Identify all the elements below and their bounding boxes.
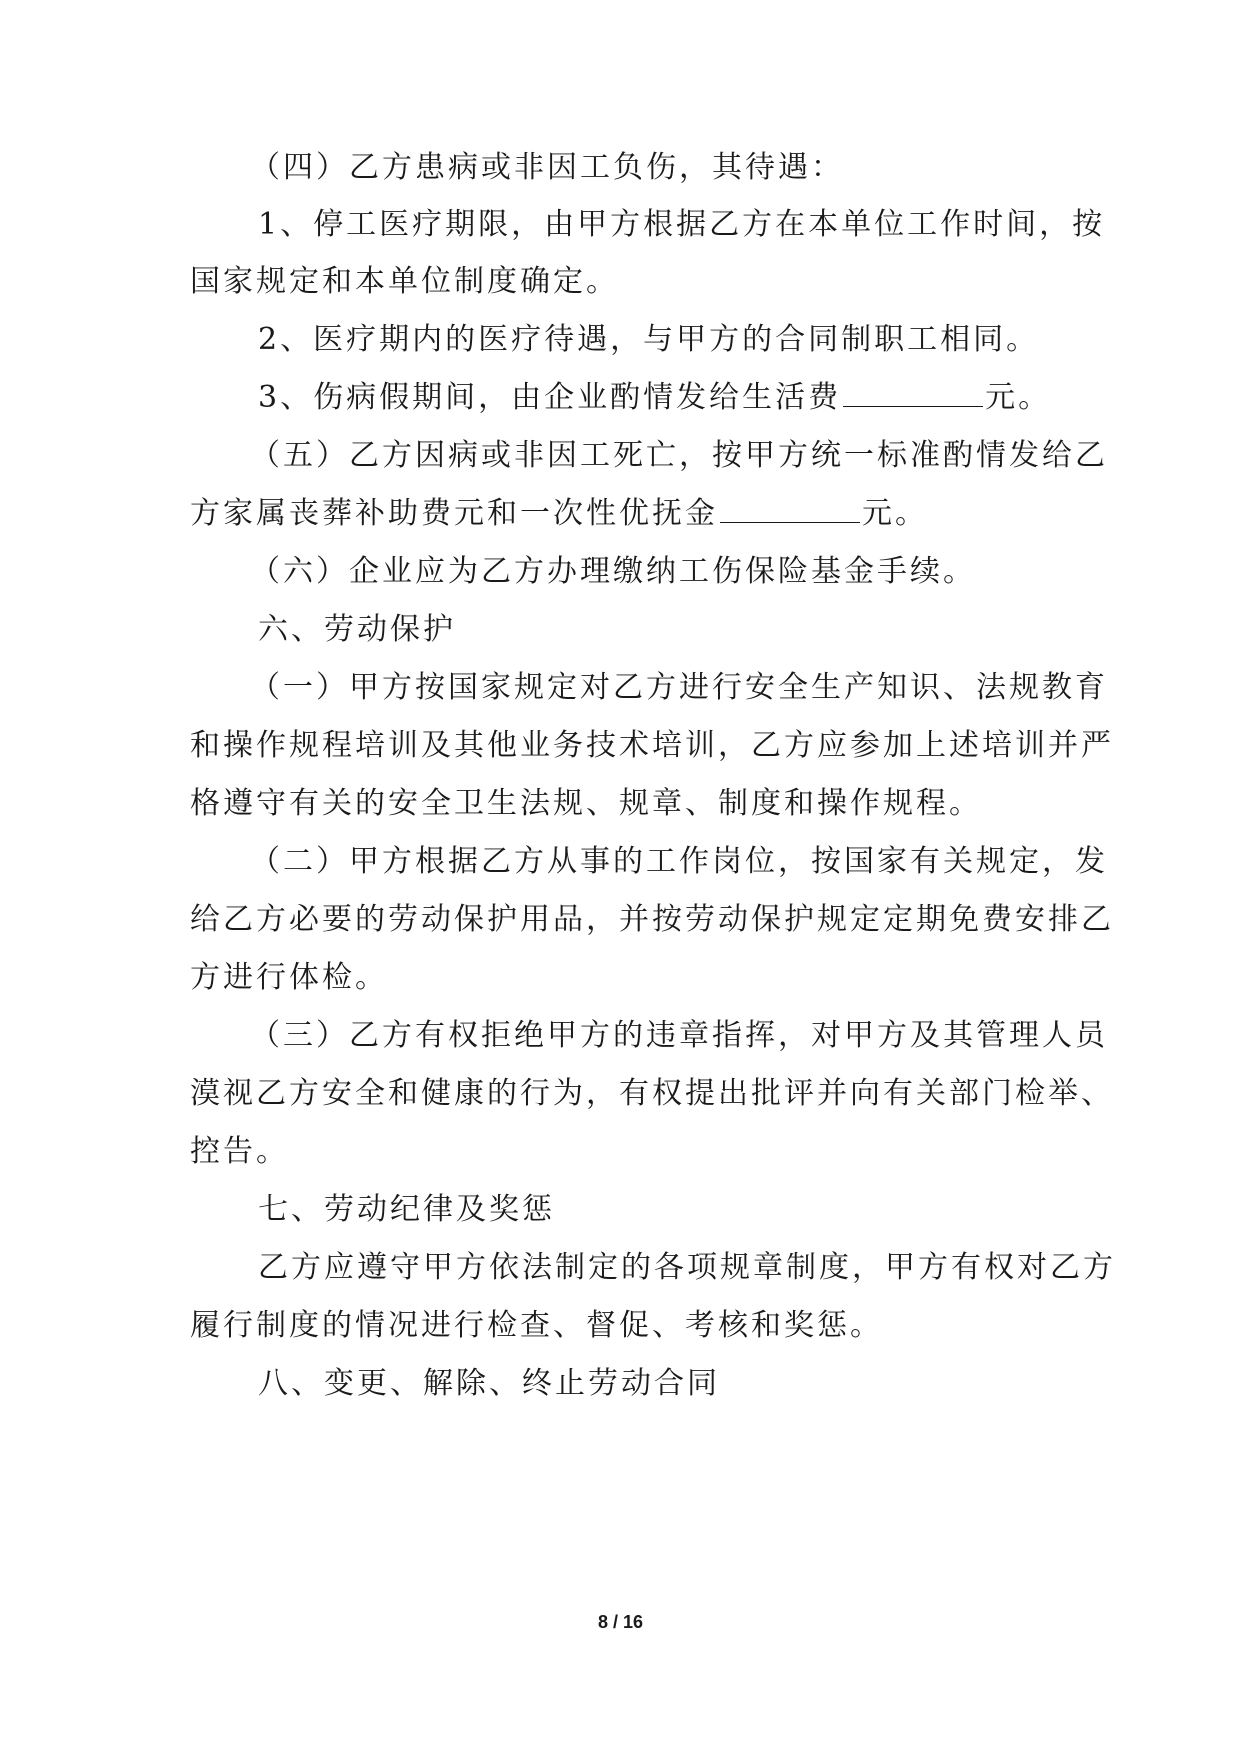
paragraph-line: （三）乙方有权拒绝甲方的违章指挥，对甲方及其管理人员 — [250, 1018, 1108, 1053]
paragraph-line: 控告。 — [190, 1134, 289, 1169]
paragraph-line: （二）甲方根据乙方从事的工作岗位，按国家有关规定，发 — [250, 844, 1108, 879]
paragraph-line: 格遵守有关的安全卫生法规、规章、制度和操作规程。 — [190, 786, 982, 821]
paragraph-line: 漠视乙方安全和健康的行为，有权提出批评并向有关部门检举、 — [190, 1076, 1114, 1111]
fill-in-blank — [843, 380, 983, 407]
paragraph-line: （五）乙方因病或非因工死亡，按甲方统一标准酌情发给乙 — [250, 438, 1108, 473]
paragraph-line: 方进行体检。 — [190, 960, 388, 995]
paragraph-line: 和操作规程培训及其他业务技术培训，乙方应参加上述培训并严 — [190, 728, 1114, 763]
paragraph-text: 元。 — [862, 496, 928, 531]
paragraph-line: 1、停工医疗期限，由甲方根据乙方在本单位工作时间，按 — [258, 207, 1106, 242]
paragraph-line — [258, 378, 1138, 418]
paragraph-line: 2、医疗期内的医疗待遇，与甲方的合同制职工相同。 — [258, 322, 1040, 357]
paragraph-line: （一）甲方按国家规定对乙方进行安全生产知识、法规教育 — [250, 670, 1108, 705]
fill-in-blank — [720, 496, 860, 523]
paragraph-line: （四）乙方患病或非因工负伤，其待遇： — [250, 150, 844, 185]
section-heading: 六、劳动保护 — [258, 612, 456, 647]
paragraph-line: （六）企业应为乙方办理缴纳工伤保险基金手续。 — [250, 554, 976, 589]
paragraph-line — [190, 494, 1070, 534]
paragraph-line: 给乙方必要的劳动保护用品，并按劳动保护规定定期免费安排乙 — [190, 902, 1114, 937]
paragraph-text: 元。 — [985, 380, 1052, 415]
paragraph-text: 3、伤病假期间，由企业酌情发给生活费 — [258, 380, 842, 415]
paragraph-text: 方家属丧葬补助费元和一次性优抚金 — [190, 496, 718, 531]
page-number: 8 / 16 — [597, 1612, 644, 1632]
section-heading: 八、变更、解除、终止劳动合同 — [258, 1366, 720, 1401]
paragraph-line: 乙方应遵守甲方依法制定的各项规章制度，甲方有权对乙方 — [258, 1250, 1116, 1285]
paragraph-line: 国家规定和本单位制度确定。 — [190, 264, 619, 299]
section-heading: 七、劳动纪律及奖惩 — [258, 1192, 555, 1227]
paragraph-line: 履行制度的情况进行检查、督促、考核和奖惩。 — [190, 1308, 883, 1343]
